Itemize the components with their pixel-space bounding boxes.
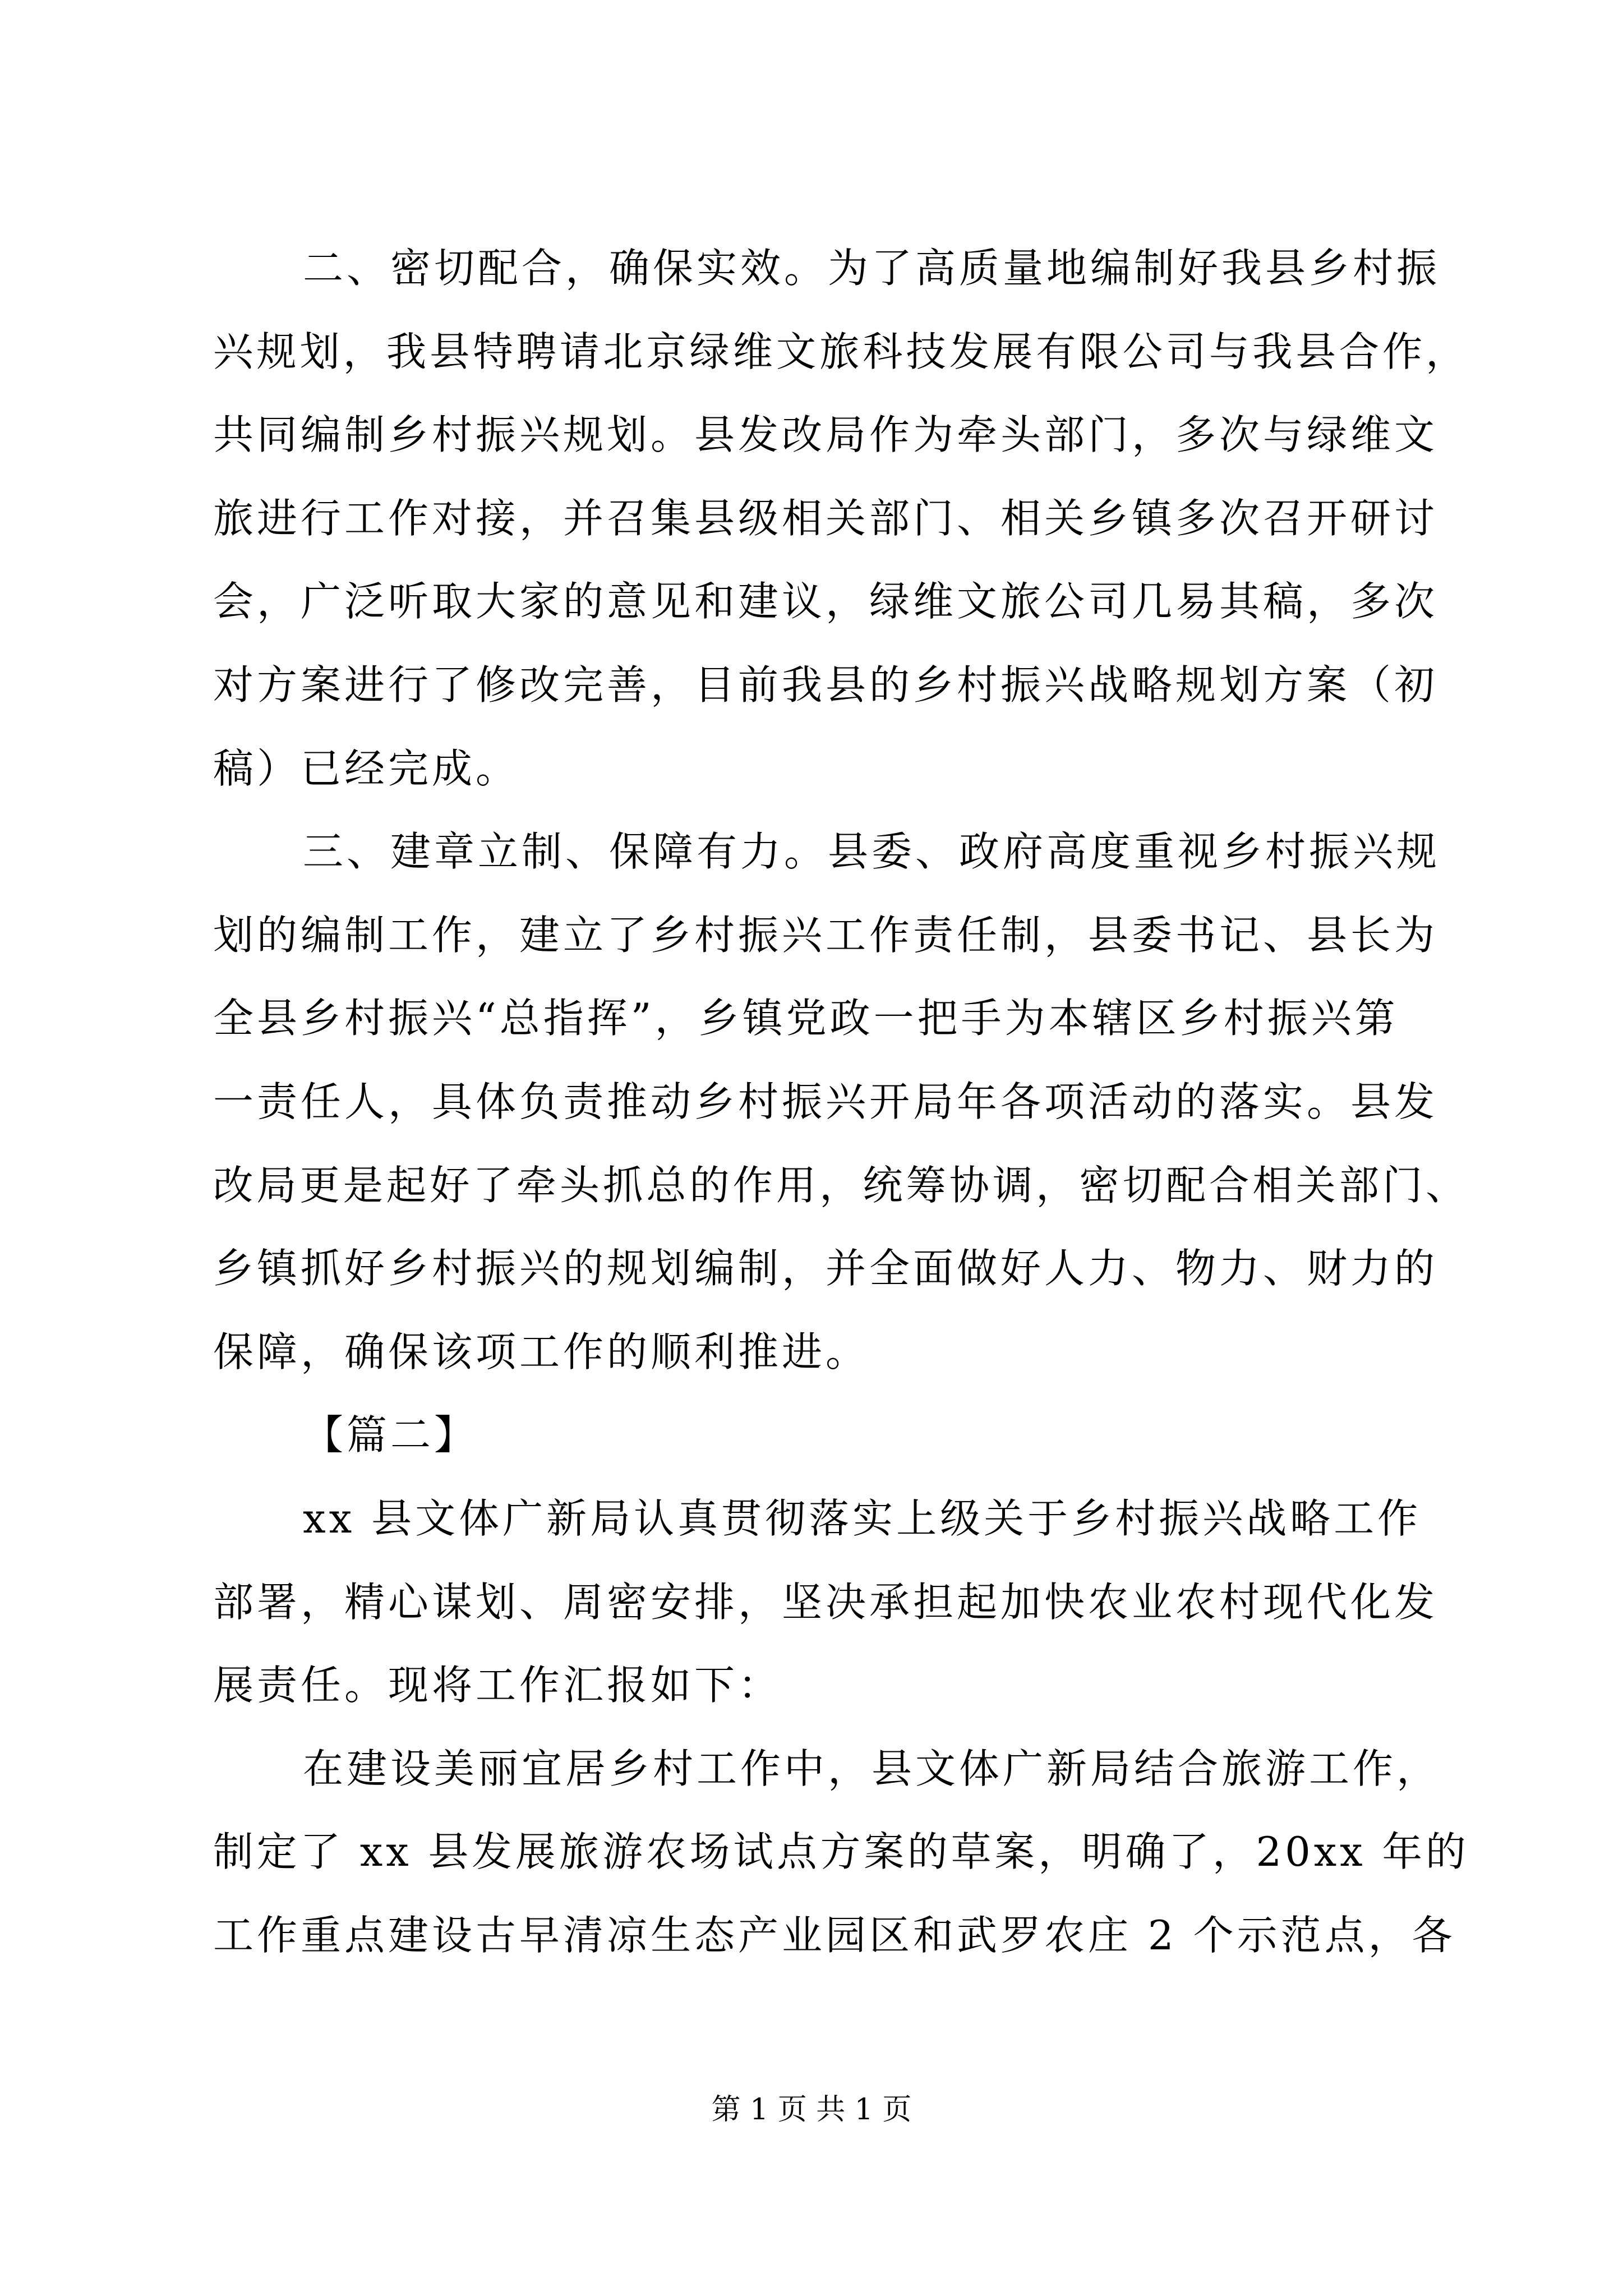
- paragraph-2-line-5: 改局更是起好了牵头抓总的作用，统筹协调，密切配合相关部门、: [213, 1162, 1469, 1209]
- paragraph-4-line-3: 工作重点建设古早清凉生态产业园区和武罗农庄 2 个示范点，各: [213, 1912, 1456, 1959]
- paragraph-1-line-1: 二、密切配合，确保实效。为了高质量地编制好我县乡村振: [303, 245, 1441, 292]
- paragraph-4-line-2: 制定了 xx 县发展旅游农场试点方案的草案，明确了，20xx 年的: [213, 1828, 1469, 1875]
- paragraph-1-line-4: 旅进行工作对接，并召集县级相关部门、相关乡镇多次召开研讨: [213, 495, 1438, 542]
- paragraph-1-line-6: 对方案进行了修改完善，目前我县的乡村振兴战略规划方案（初: [213, 661, 1438, 708]
- paragraph-1-line-3: 共同编制乡村振兴规划。县发改局作为牵头部门，多次与绿维文: [213, 411, 1438, 458]
- paragraph-3-line-3: 展责任。现将工作汇报如下：: [213, 1662, 782, 1709]
- paragraph-2-line-4: 一责任人，具体负责推动乡村振兴开局年各项活动的落实。县发: [213, 1078, 1438, 1125]
- paragraph-3-line-2: 部署，精心谋划、周密安排，坚决承担起加快农业农村现代化发: [213, 1579, 1438, 1626]
- page-number-footer: 第 1 页 共 1 页: [711, 2093, 912, 2127]
- paragraph-4-line-1: 在建设美丽宜居乡村工作中，县文体广新局结合旅游工作，: [303, 1745, 1441, 1792]
- paragraph-1-line-2: 兴规划，我县特聘请北京绿维文旅科技发展有限公司与我县合作，: [213, 328, 1469, 375]
- paragraph-2-line-3: 全县乡村振兴“总指挥”，乡镇党政一把手为本辖区乡村振兴第: [213, 995, 1399, 1042]
- paragraph-3-line-1: xx 县文体广新局认真贯彻落实上级关于乡村振兴战略工作: [303, 1495, 1422, 1542]
- paragraph-2-line-2: 划的编制工作，建立了乡村振兴工作责任制，县委书记、县长为: [213, 912, 1438, 959]
- paragraph-1-line-5: 会，广泛听取大家的意见和建议，绿维文旅公司几易其稿，多次: [213, 578, 1438, 625]
- paragraph-2-line-1: 三、建章立制、保障有力。县委、政府高度重视乡村振兴规: [303, 828, 1441, 875]
- paragraph-1-line-7: 稿）已经完成。: [213, 745, 520, 792]
- paragraph-2-line-7: 保障，确保该项工作的顺利推进。: [213, 1328, 870, 1375]
- paragraph-2-line-6: 乡镇抓好乡村振兴的规划编制，并全面做好人力、物力、财力的: [213, 1245, 1438, 1292]
- section-heading: 【篇二】: [303, 1411, 478, 1458]
